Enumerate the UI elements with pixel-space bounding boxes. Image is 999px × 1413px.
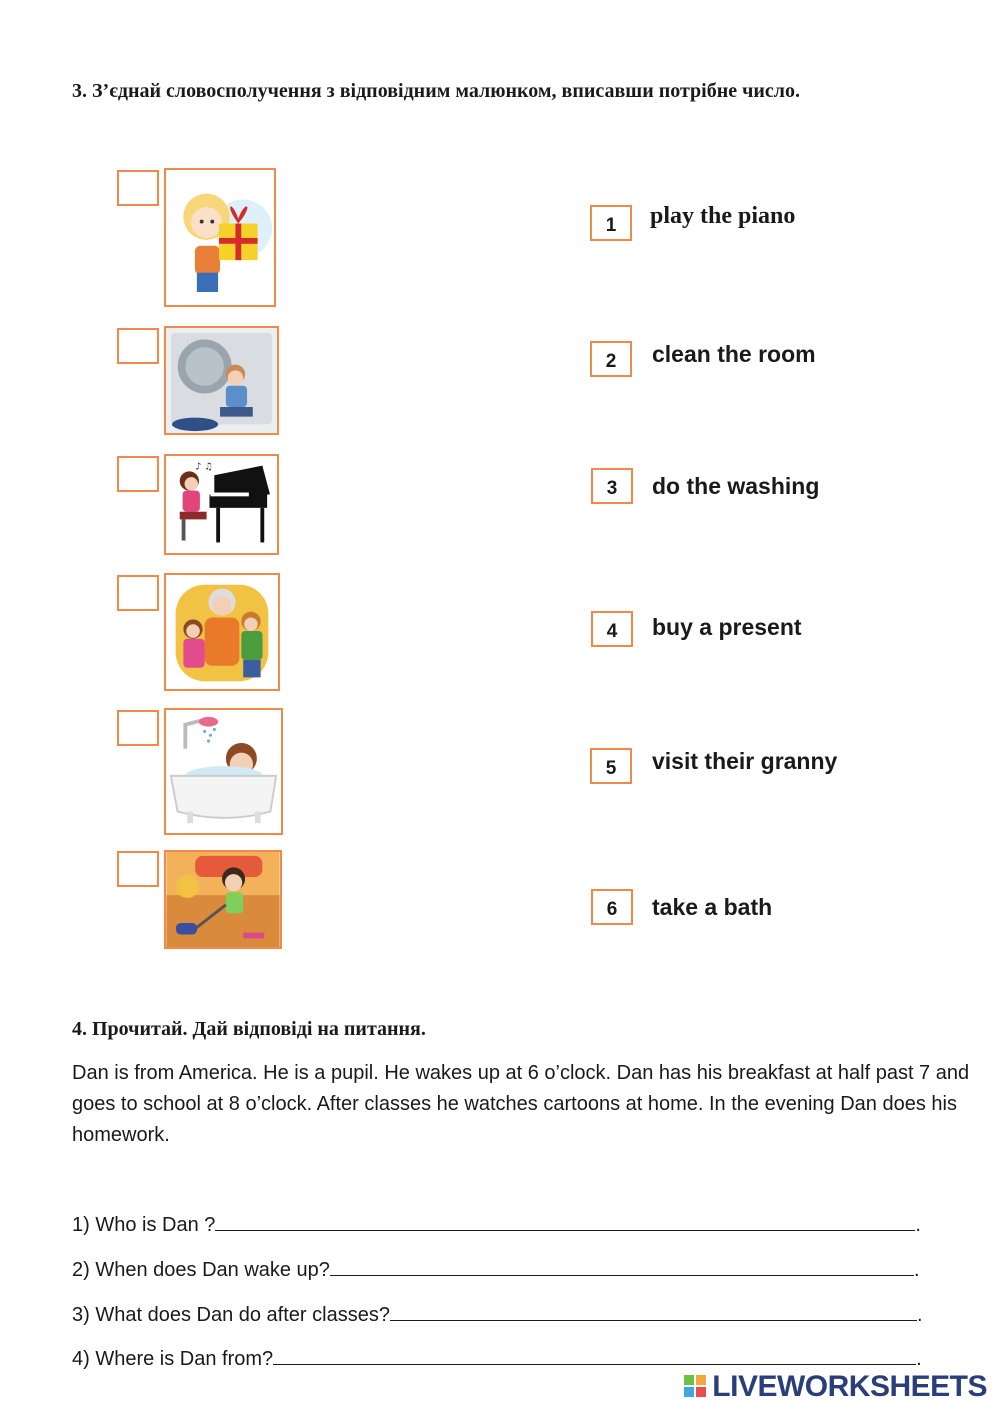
question-2-text: 2) When does Dan wake up? (72, 1259, 330, 1281)
phrase-5: visit their granny (652, 748, 838, 774)
liveworksheets-wordmark: LIVEWORKSHEETS (712, 1370, 987, 1403)
question-2 (72, 1255, 952, 1282)
answer-box-3[interactable] (117, 456, 159, 492)
question-1 (72, 1210, 952, 1237)
number-box-2: 2 (590, 341, 632, 377)
svg-text:♪ ♫: ♪ ♫ (195, 461, 213, 473)
girl-playing-piano-icon (164, 454, 279, 555)
question-4-text: 4) Where is Dan from? (72, 1348, 274, 1370)
phrase-4: buy a present (652, 614, 802, 640)
answer-line-4[interactable] (273, 1344, 916, 1365)
kids-with-granny-icon (164, 573, 280, 691)
answer-line-2[interactable] (330, 1255, 914, 1276)
answer-line-4-period: . (916, 1348, 922, 1370)
exercise-3-title: 3. З’єднай словосполучення з відповідним малюнком, вписавши потрібне число. (72, 80, 801, 102)
question-1-text: 1) Who is Dan ? (72, 1214, 216, 1236)
reading-text: Dan is from America. He is a pupil. He wakes up at 6 o’clock. Dan has his breakfast at half past 7 and goes to school at 8 o’clock. After classes he watches cartoons at home. In the evening Dan does his homework. (72, 1062, 970, 1146)
number-box-5: 5 (590, 748, 632, 784)
exercise-4-title: 4. Прочитай. Дай відповіді на питання. (72, 1018, 426, 1040)
answer-box-6[interactable] (117, 851, 159, 887)
liveworksheets-logo (684, 1370, 987, 1404)
number-box-4: 4 (591, 611, 633, 647)
number-box-1: 1 (590, 205, 632, 241)
answer-box-2[interactable] (117, 328, 159, 364)
number-box-3: 3 (591, 468, 633, 504)
question-3-text: 3) What does Dan do after classes? (72, 1304, 390, 1326)
girl-at-washing-machine-icon (164, 326, 279, 435)
answer-box-5[interactable] (117, 710, 159, 746)
question-4 (72, 1344, 952, 1371)
answer-line-1[interactable] (215, 1210, 915, 1231)
question-3 (72, 1300, 952, 1327)
liveworksheets-logo-icon (684, 1375, 708, 1399)
girl-with-gift-icon (164, 168, 276, 307)
answer-line-3[interactable] (390, 1300, 917, 1321)
answer-box-4[interactable] (117, 575, 159, 611)
phrase-1: play the piano (650, 203, 796, 229)
child-in-bath-icon (164, 708, 283, 835)
phrase-3: do the washing (652, 473, 820, 499)
answer-line-1-period: . (915, 1214, 921, 1236)
answer-box-1[interactable] (117, 170, 159, 206)
phrase-2: clean the room (652, 341, 816, 367)
answer-line-2-period: . (913, 1259, 920, 1281)
number-box-6: 6 (591, 889, 633, 925)
phrase-6: take a bath (652, 894, 773, 920)
girl-vacuuming-icon (164, 850, 282, 949)
answer-line-3-period: . (916, 1304, 923, 1326)
